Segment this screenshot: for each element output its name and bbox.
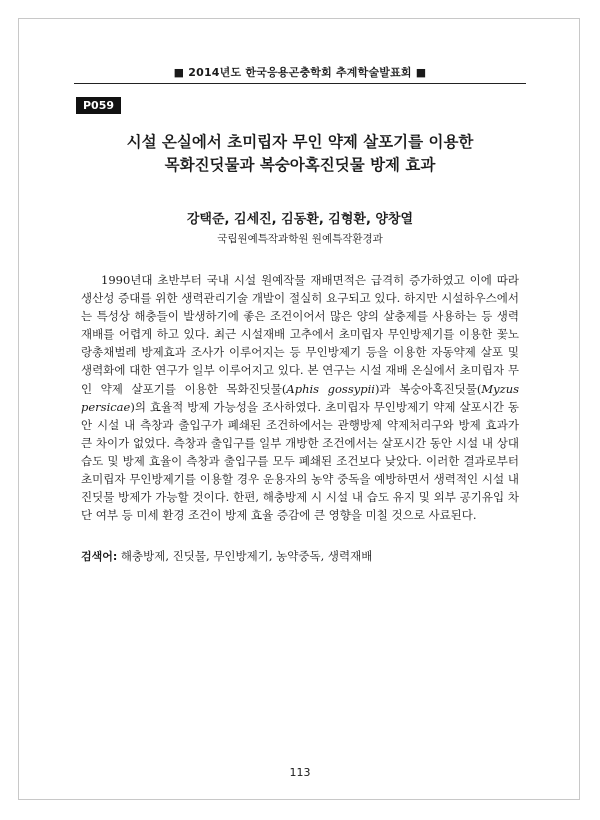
page-number: 113 (289, 766, 311, 779)
paper-id-badge: P059 (76, 97, 121, 114)
abstract-body (81, 271, 519, 524)
species-name-myzus: Myzus persicae (81, 381, 519, 414)
affiliation: 국립원예특작과학원 원예특작환경과 (217, 233, 383, 245)
abstract-text-2: )과 복숭아혹진딧물( (374, 381, 482, 396)
abstract-text-1: 1990년대 초반부터 국내 시설 원예작물 재배면적은 급격히 증가하였고 이에 따라 생산성 증대를 위한 생력관리기술 개발이 절실히 요구되고 있다. 하지만 시설하우스에서는 특성상 해충들이 발생하기에 좋은 조건이어서 많은 양의 살충제를 사용하는 등 생력재배를 어렵게 하고 있다. 최근 시설재배 고추에서 초미립자 무인방제기를 이용한 꽃노랑총채벌레 방제효과 조사가 이루어지는 등 무인방제기 등을 이용한 자동약제 살포 및 생력화에 대한 연구가 일부 이루어지고 있다. 본 연구는 시설 재배 온실에서 초미립자 무인 약제 살포기를 이용한 목화진딧물( (81, 273, 519, 396)
abstract-text-3: )의 효율적 방제 가능성을 조사하였다. 초미립자 무인방제기 약제 살포시간 동안 시설 내 측창과 출입구가 폐쇄된 조건하에서는 관행방제 약제처리구와 방제 효과가 큰 차이가 없었다. 측창과 출입구를 일부 개방한 조건에서는 살포시간 동안 시설 내 상대습도 및 방제 효율이 측창과 출입구를 모두 폐쇄된 조건보다 낮았다. 이러한 결과로부터 초미립자 무인방제기를 이용할 경우 운용자의 농약 중독을 예방하면서 생력적인 시설 내 진딧물 방제가 가능할 것이다. 한편, 해충방제 시 시설 내 습도 유지 및 외부 공기유입 차단 여부 등 미세 환경 조건이 방제 효율 증감에 큰 영향을 미칠 것으로 사료된다. (81, 399, 519, 523)
paper-title (60, 131, 540, 177)
title-line-1: 시설 온실에서 초미립자 무인 약제 살포기를 이용한 (126, 133, 474, 151)
authors: 강택준, 김세진, 김동환, 김형환, 양창열 (186, 212, 414, 227)
conference-header: ■ 2014년도 한국응용곤충학회 추계학술발표회 ■ (173, 66, 427, 79)
title-line-2: 목화진딧물과 복숭아혹진딧물 방제 효과 (164, 156, 436, 174)
species-name-aphis: Aphis gossypii (286, 381, 375, 396)
header-rule (74, 83, 526, 84)
keywords-text: 해충방제, 진딧물, 무인방제기, 농약중독, 생력재배 (117, 549, 373, 563)
keywords (81, 547, 519, 566)
keywords-label: 검색어: (81, 550, 118, 563)
